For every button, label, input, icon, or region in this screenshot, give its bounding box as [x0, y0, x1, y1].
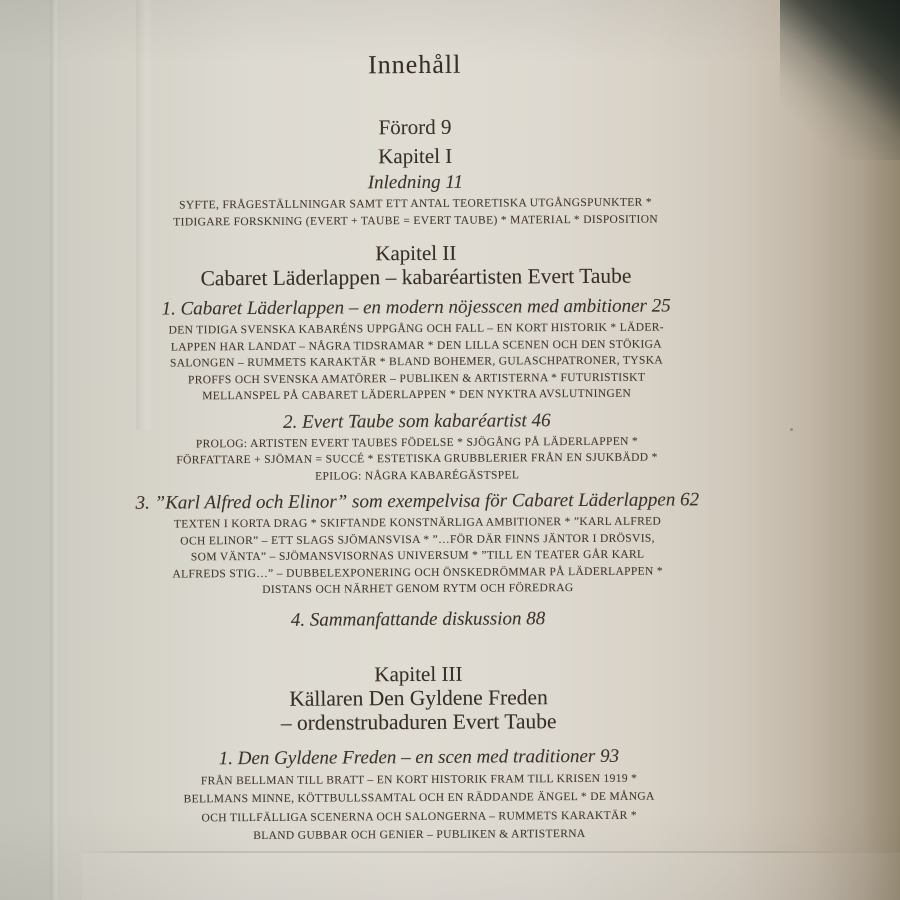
- keyword-line: LAPPEN HAR LANDAT – NÅGRA TIDSRAMAR * DEN LILLA SCENEN OCH DEN STÖKIGA: [170, 338, 662, 354]
- chapter-2-section-1: [116, 294, 717, 405]
- chapter-3: [118, 660, 719, 847]
- chapter-1: [115, 142, 716, 231]
- keyword-line: SYFTE, FRÅGESTÄLLNINGAR SAMT ETT ANTAL TEORETISKA UTGÅNGSPUNKTER *: [179, 196, 652, 212]
- keyword-block: [119, 769, 719, 847]
- keyword-line: SOM VÄNTA” – SJÖMANSVISORNAS UNIVERSUM * ”TILL EN TEATER GÅR KARL: [190, 548, 645, 564]
- keyword-line: BELLMANS MINNE, KÖTTBULLSSAMTAL OCH EN RÄDDANDE ÄNGEL * DE MÅNGA: [183, 790, 655, 806]
- keyword-line: PROFFS OCH SVENSKA AMATÖRER – PUBLIKEN & ARTISTERNA * FUTURISTISKT: [187, 371, 646, 386]
- section-title-evert-taube-kabareartist: 2. Evert Taube som kabaréartist 46: [283, 409, 551, 433]
- keyword-block: [117, 433, 717, 486]
- keyword-line: MELLANSPEL PÅ CABARET LÄDERLAPPEN * DEN NYKTRA AVSLUTNINGEN: [202, 387, 632, 403]
- page-below-edge: [82, 853, 900, 900]
- paper-speck: [790, 428, 793, 431]
- keyword-line: OCH TILLFÄLLIGA SCENERNA OCH SALONGERNA – RUMMETS KARAKTÄR *: [201, 809, 638, 824]
- keyword-line: SALONGEN – RUMMETS KARAKTÄR * BLAND BOHEMER, GULASCHPATRONER, TYSKA: [169, 354, 664, 370]
- section-title-inledning: Inledning 11: [367, 171, 464, 194]
- keyword-line: BLAND GUBBAR OCH GENIER – PUBLIKEN & ARTISTERNA: [253, 827, 586, 843]
- page-title: Innehåll: [367, 49, 462, 80]
- keyword-block: [117, 513, 717, 599]
- section-title-den-gyldene-freden: 1. Den Gyldene Freden – en scen med traditioner 93: [218, 745, 620, 769]
- chapter-2-section-2: [117, 408, 717, 486]
- toc-page: [115, 48, 720, 846]
- keyword-line: DEN TIDIGA SVENSKA KABARÉNS UPPGÅNG OCH FALL – EN KORT HISTORIK * LÄDER-: [168, 321, 665, 337]
- section-title-karl-alfred-och-elinor: 3. ”Karl Alfred och Elinor” som exempelvisa för Cabaret Läderlappen 62: [135, 489, 700, 514]
- keyword-block: [116, 319, 716, 405]
- keyword-line: DISTANS OCH NÄRHET GENOM RYTM OCH FÖREDRAG: [262, 582, 574, 596]
- background-corner-shadow: [780, 0, 900, 160]
- section-title-sammanfattande-diskussion: 4. Sammanfattande diskussion 88: [290, 607, 546, 631]
- toc-entry-forord: Förord 9: [378, 114, 452, 140]
- chapter-3-subtitle-line-1: Källaren Den Gyldene Freden: [289, 684, 548, 711]
- chapter-3-subtitle-line-2: – ordenstrubaduren Evert Taube: [280, 708, 557, 735]
- chapter-2-section-3: [117, 488, 718, 599]
- chapter-2: [116, 239, 718, 633]
- keyword-line: TEXTEN I KORTA DRAG * SKIFTANDE KONSTNÄRLIGA AMBITIONER * ”KARL ALFRED: [173, 515, 662, 531]
- keyword-line: FÖRFATTARE + SJÖMAN = SUCCÉ * ESTETISKA GRUBBLERIER FRÅN EN SJUKBÄDD *: [176, 451, 658, 467]
- keyword-line: PROLOG: ARTISTEN EVERT TAUBES FÖDELSE * SJÖGÅNG PÅ LÄDERLAPPEN *: [195, 435, 639, 450]
- chapter-1-heading: Kapitel I: [378, 143, 453, 169]
- keyword-line: EPILOG: NÅGRA KABARÉGÄSTSPEL: [315, 468, 520, 483]
- chapter-2-subtitle: Cabaret Läderlappen – kabaréartisten Evert Taube: [200, 263, 632, 291]
- chapter-1-section-1: [115, 169, 715, 231]
- chapter-3-section-1: [119, 744, 720, 847]
- chapter-3-heading: Kapitel III: [374, 661, 463, 686]
- keyword-line: ALFREDS STIG…” – DUBBELEXPONERING OCH ÖNSKEDRÖMMAR PÅ LÄDERLAPPEN *: [172, 564, 664, 580]
- keyword-line: TIDIGARE FORSKNING (EVERT + TAUBE = EVERT TAUBE) * MATERIAL * DISPOSITION: [173, 213, 659, 228]
- page-gutter-crease: [50, 0, 59, 900]
- keyword-block: [115, 194, 715, 231]
- section-title-cabaret-laderlappen: 1. Cabaret Läderlappen – en modern nöjesscen med ambitioner 25: [161, 295, 671, 320]
- keyword-line: FRÅN BELLMAN TILL BRATT – EN KORT HISTORIK FRAM TILL KRISEN 1919 *: [200, 772, 638, 787]
- chapter-2-section-4: [118, 606, 718, 634]
- chapter-2-heading: Kapitel II: [375, 240, 457, 266]
- keyword-line: OCH ELINOR” – ETT SLAGS SJÖMANSVISA * ”…FÖR DÄR FINNS JÄNTOR I DRÖSVIS,: [180, 532, 655, 547]
